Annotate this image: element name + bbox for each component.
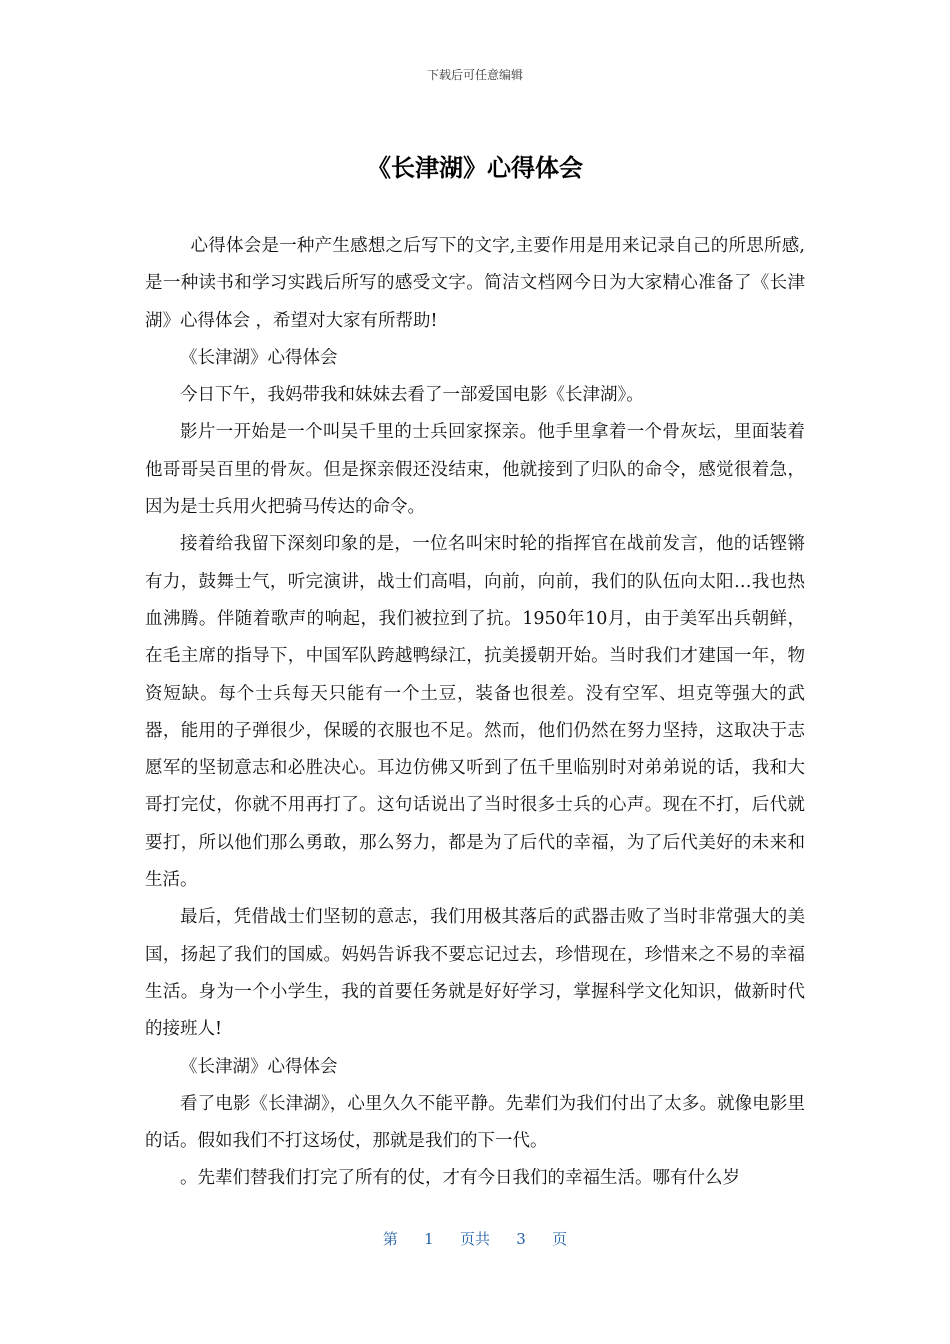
body-paragraph: 影片一开始是一个叫吴千里的士兵回家探亲。他手里拿着一个骨灰坛，里面装着他哥哥吴百里的骨灰。但是探亲假还没结束，他就接到了归队的命令，感觉很着急，因为是士兵用火把骑马传达的命令。 <box>145 422 805 518</box>
footer-middle: 页共 <box>459 1230 490 1248</box>
body-paragraph: 最后，凭借战士们坚韧的意志，我们用极其落后的武器击败了当时非常强大的美国，扬起了我们的国威。妈妈告诉我不要忘记过去，珍惜现在，珍惜来之不易的幸福生活。身为一个小学生，我的首要任务就是好好学习，掌握科学文化知识，做新时代的接班人! <box>145 907 805 1040</box>
footer-page-number: 1 <box>424 1230 434 1248</box>
document-title: 《长津湖》心得体会 <box>367 154 583 182</box>
footer-prefix: 第 <box>382 1230 398 1248</box>
document-body <box>145 228 805 1198</box>
page-footer <box>0 1228 950 1249</box>
footer-total-pages: 3 <box>516 1230 526 1248</box>
footer-suffix: 页 <box>552 1230 568 1248</box>
header-note: 下载后可任意编辑 <box>426 68 523 82</box>
body-paragraph: 。先辈们替我们打完了所有的仗，才有今日我们的幸福生活。哪有什么岁 <box>180 1168 740 1189</box>
body-paragraph: 今日下午，我妈带我和妹妹去看了一部爱国电影《长津湖》。 <box>180 385 644 406</box>
body-paragraph: 看了电影《长津湖》，心里久久不能平静。先辈们为我们付出了太多。就像电影里的话。假如我们不打这场仗，那就是我们的下一代。 <box>145 1093 805 1152</box>
intro-paragraph: 心得体会是一种产生感想之后写下的文字,主要作用是用来记录自己的所思所感,是一种读书和学习实践后所写的感受文字。简洁文档网今日为大家精心准备了《长津湖》心得体会 ，希望对大家有所帮助! <box>145 236 805 331</box>
section-heading: 《长津湖》心得体会 <box>180 347 338 368</box>
section-heading: 《长津湖》心得体会 <box>180 1056 338 1077</box>
body-paragraph: 接着给我留下深刻印象的是，一位名叫宋时轮的指挥官在战前发言，他的话铿锵有力，鼓舞士气，听完演讲，战士们高唱，向前，向前，我们的队伍向太阳…我也热血沸腾。伴随着歌声的响起，我们被拉到了抗。1950年10月，由于美军出兵朝鲜，在毛主席的指导下，中国军队跨越鸭绿江，抗美援朝开始。当时我们才建国一年，物资短缺。每个士兵每天只能有一个土豆，装备也很差。没有空军、坦克等强大的武器，能用的子弹很少，保暖的衣服也不足。然而，他们仍然在努力坚持，这取决于志愿军的坚韧意志和必胜决心。耳边仿佛又听到了伍千里临别时对弟弟说的话，我和大哥打完仗，你就不用再打了。这句话说出了当时很多士兵的心声。现在不打，后代就要打，所以他们那么勇敢，那么努力，都是为了后代的幸福，为了后代美好的未来和生活。 <box>145 534 805 891</box>
